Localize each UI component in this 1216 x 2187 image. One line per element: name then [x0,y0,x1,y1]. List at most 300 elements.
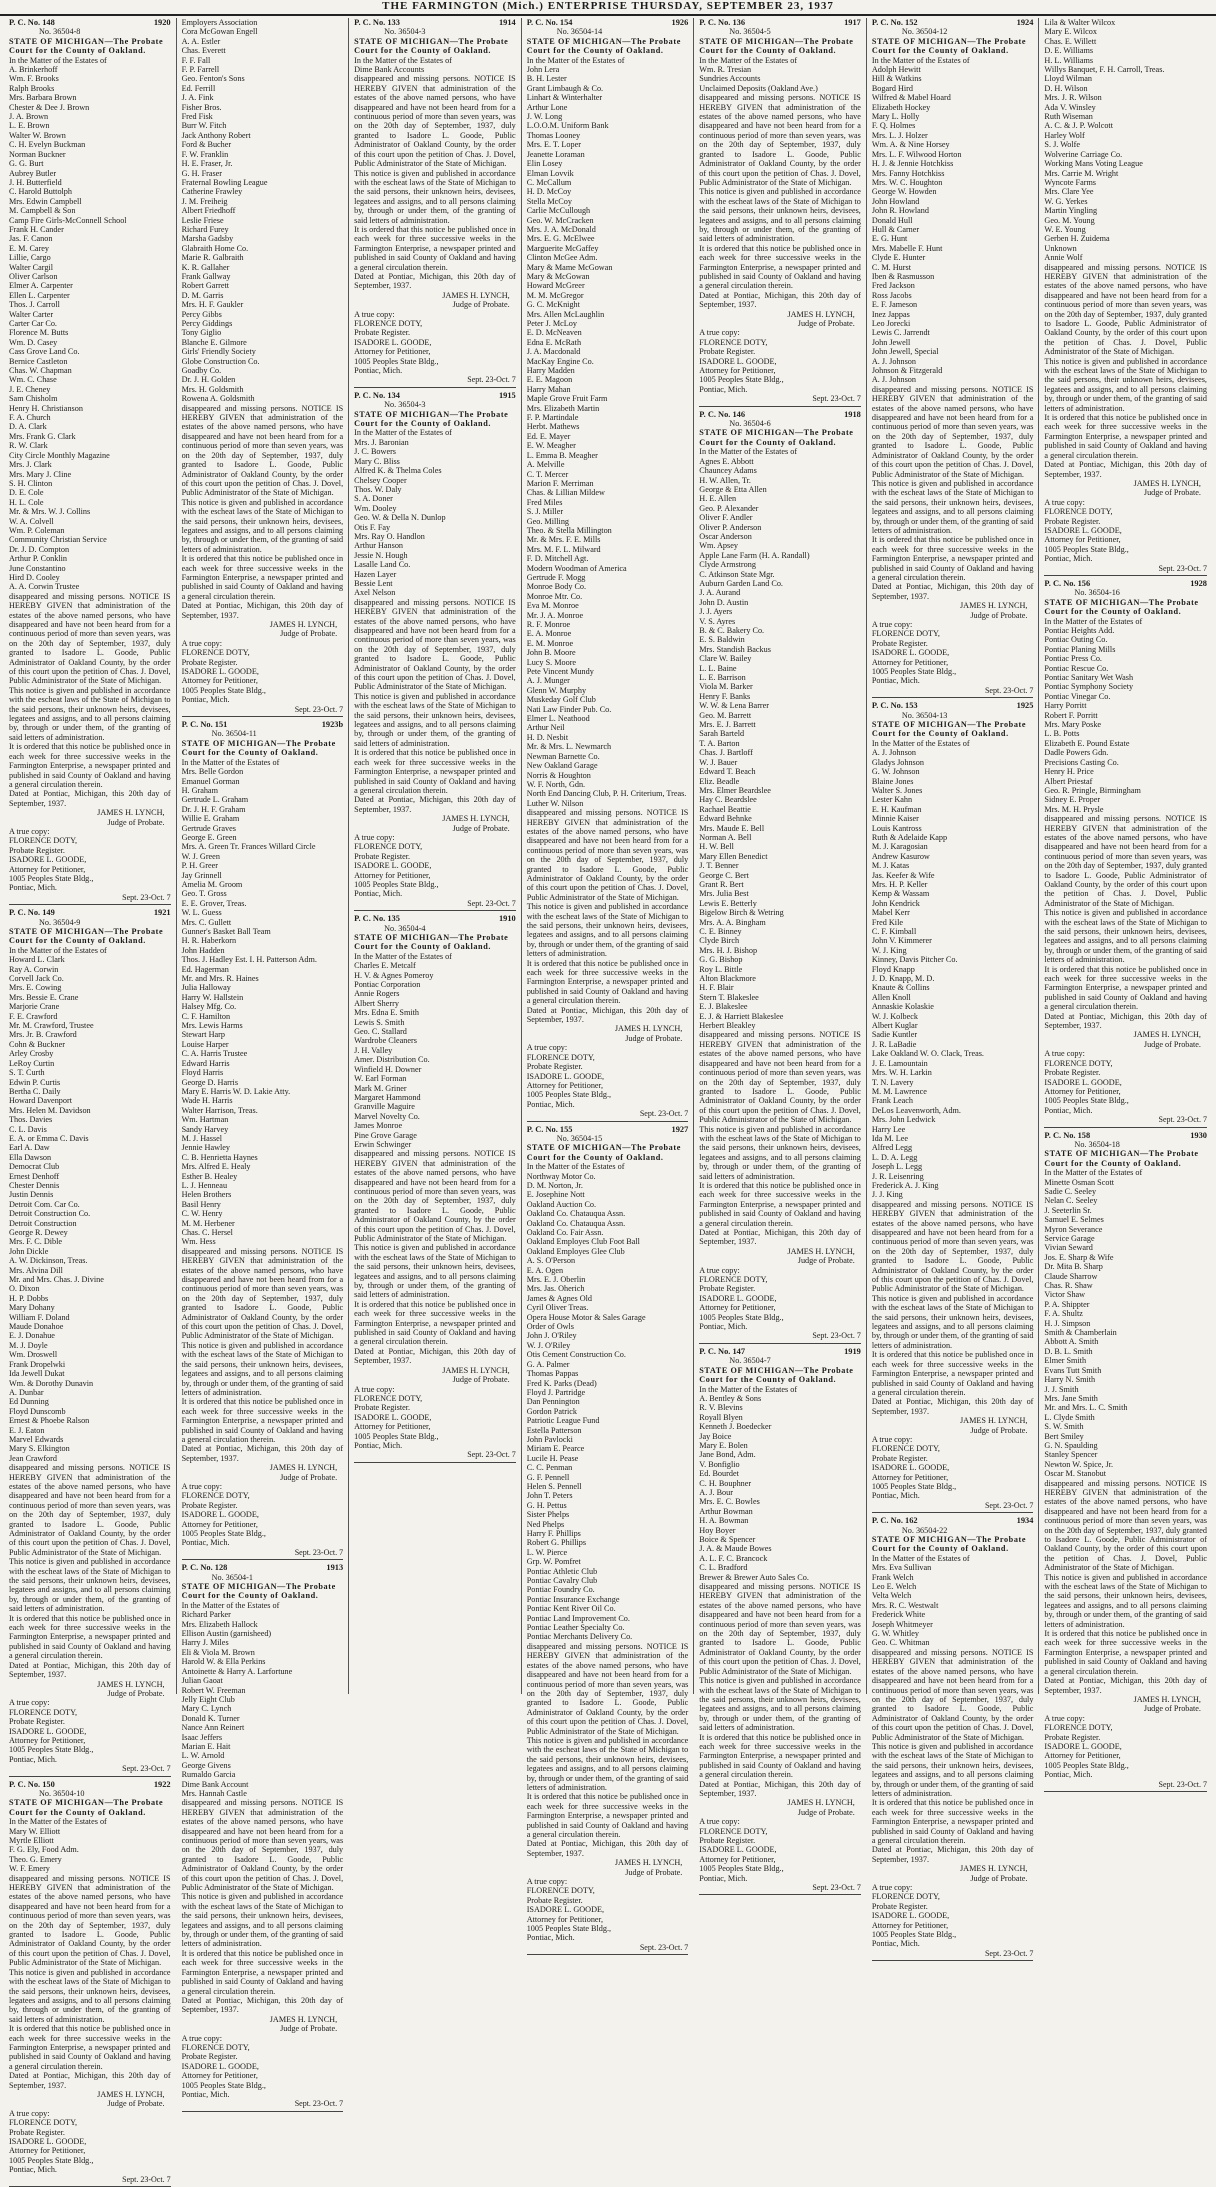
estate-name: W. F. Emery [9,1864,50,1874]
estate-name: A. J. Johnson [871,748,916,758]
estate-name: John T. Peters [526,1491,573,1501]
estate-name: Community Christian Service [9,535,107,545]
estate-name: Amelia M. Groom [181,879,243,889]
estate-name: Helen S. Pennell [526,1481,582,1491]
attorney-title: Attorney for Petitioner, [699,1303,776,1313]
estate-name: Monroe Mtr. Co. [526,591,583,601]
estate-name: S. J. Wolfe [1044,140,1081,150]
notice-body: disappeared and missing persons. NOTICE IS HEREBY GIVEN that administration of the estates of the above named persons, who have disappeared and have not been heard from for a continuous period of more than seven years, was on the 20th day of September, 1937, duly granted to Isadore L. Goode, Public Administrator of Oakland County, by the order of this court upon the petition of Chas. J. Dovel, Public Administrator of the State of Michigan. [9,591,171,686]
estate-name: Mrs. Barbara Brown [9,93,77,103]
estate-name: Mrs. Elmer Beardslee [699,785,771,795]
attorney-title: Attorney for Petitioner, [699,366,776,376]
copy-line: A true copy: [871,1434,913,1444]
judge-title: Judge of Probate. [452,1375,510,1385]
attorney-name: ISADORE L. GOODE, [354,1412,432,1422]
estate-name: Mark M. Griner [354,1083,407,1093]
register-name: FLORENCE DOTY, [354,1393,423,1403]
estate-name: V. S. Ayres [699,616,736,626]
notice-header [182,1563,344,1572]
estate-name: F. E. Crawford [9,1011,58,1021]
estate-name: A. Bentley & Sons [699,1393,762,1403]
estate-name: Ned Phelps [526,1519,565,1529]
estate-name: L. B. Potts [1044,729,1080,739]
attorney-address: 1005 Peoples State Bldg., [9,873,94,883]
estate-name: Clyde Armstrong [699,560,756,570]
attorney-name: ISADORE L. GOODE, [871,1911,950,1921]
estate-name: Arthur Lone [526,102,568,112]
notice-id: 1924 [1016,18,1034,27]
estate-name: Mrs. Mary Poske [1044,720,1102,730]
estate-name: Harry Porritt [1044,701,1087,711]
estate-name: Walter W. Brown [9,130,66,140]
estate-name: W. G. Yerkes [1044,196,1088,206]
estate-name: Jelly Eight Club [181,1694,235,1704]
estate-name: Eva M. Monroe [526,601,579,611]
attorney-city: Pontiac, Mich. [354,889,403,899]
estate-name: Cohn & Buckner [9,1039,65,1049]
estate-name: H. D. McCoy [526,187,572,197]
notice-pc-number: P. C. No. 153 [871,701,918,711]
notice-id: 1913 [326,1563,344,1573]
notice-id: 1930 [1190,1130,1207,1140]
estate-name: Precisions Casting Co. [1044,757,1119,767]
estate-name: Inez Jappas [871,309,910,319]
attorney-name: ISADORE L. GOODE, [181,1510,259,1520]
estate-name: Julia Halloway [181,983,231,993]
estate-name: In the Matter of the Estates of [9,55,107,65]
estate-name: Mrs. Elizabeth Martin [526,403,600,413]
estate-name: Antoinette & Harry A. Larfortune [181,1666,293,1676]
estate-name: Allen Knoll [871,992,911,1002]
estate-name: Clare W. Bailey [699,654,752,664]
notice-divider [1044,575,1207,576]
notice-pc-number: P. C. No. 151 [181,720,228,730]
estate-name: Mrs. Julia Best [699,889,749,899]
attorney-city: Pontiac, Mich. [1044,1770,1093,1780]
estate-name: Lake Oakland W. O. Clack, Treas. [871,1049,984,1059]
register-name: FLORENCE DOTY, [9,1707,78,1717]
estate-name: New Oakland Garage [526,761,598,771]
estate-name: C. L. Bradford [699,1563,748,1573]
estate-name: Camp Fire Girls-McConnell School [9,215,127,225]
judge-title: Judge of Probate. [1143,1039,1201,1049]
estate-name: Pontiac Insurance Exchange [526,1594,620,1604]
notice-case-number: No. 36504-1 [211,1572,253,1582]
estate-name: Order of Owls [526,1322,574,1332]
estate-name: Frank Leach [871,1096,913,1106]
estate-name: J. R. Leisenring [871,1171,924,1181]
estate-name: John Jewell [871,337,911,347]
estate-name: Frederick A. J. King [871,1180,939,1190]
estate-name: G. G. Bishop [699,955,743,965]
judge-name: JAMES H. LYNCH, [614,1858,683,1868]
estate-name: Gerben H. Zuidema [1044,234,1110,244]
estate-name: Albert Kuglar [871,1021,918,1031]
attorney-name: ISADORE L. GOODE, [526,1071,605,1081]
judge-name: JAMES H. LYNCH, [442,814,510,824]
attorney-title: Attorney for Petitioner, [526,1914,604,1924]
estate-name: E. D. McNeaven [526,328,582,338]
estate-name: Marjorie Crane [9,1002,60,1012]
estate-name: Geo. Milling [526,516,570,526]
estate-name: Mr. and Mrs. L. C. Smith [1044,1403,1128,1413]
judge-name: JAMES H. LYNCH, [269,1463,338,1473]
estate-name: Marsha Gadsby [181,234,234,244]
estate-name: Ella Dawson [9,1152,52,1162]
notice-state-line: STATE OF MICHIGAN—The Probate Court for the County of Oakland. [181,1582,336,1601]
estate-name: Walter Harrison, Treas. [181,1105,258,1115]
estate-name: Mary W. Elliott [9,1826,61,1836]
register-title: Probate Register. [699,1836,756,1845]
notice-divider [699,1894,861,1895]
notice-body: disappeared and missing persons. NOTICE IS HEREBY GIVEN that administration of the estates of the above named persons, who have disappeared and have not been heard from for a continuous period of more than seven years, was on the 20th day of September, 1937, duly granted to Isadore L. Goode, Public Administrator of Oakland County, by the order of this court upon the petition of Chas. J. Dovel, Public Administrator of the State of Michigan. [9,1463,171,1557]
page-masthead: THE FARMINGTON (Mich.) ENTERPRISE THURSDAY, SEPTEMBER 23, 1937 [0,0,1216,16]
estate-name: Mary L. Holly [871,112,920,122]
estate-name: Bernice Castleton [9,356,68,366]
estate-name: Albert Friedhoff [181,206,236,216]
estate-name: Harold W. & Ella Perkins [181,1657,266,1667]
estate-name: Geo. T. Gross [181,889,227,899]
estate-name: L. E. Barrison [699,673,746,683]
legal-notice [182,720,344,1560]
register-title: Probate Register. [526,1895,583,1905]
estate-name: Frank Gallway [181,271,231,281]
notice-order: It is ordered that this notice be published once in each week for three successive weeks in the Farmington Enterprise, a newspaper printed and published in said County of Oakland and having a general circulation therein. [1044,413,1207,460]
estate-name: Gertrude F. Mogg [526,572,586,582]
notice-body: disappeared and missing persons. NOTICE IS HEREBY GIVEN that administration of the estates of the above named persons, who have disappeared and have not been heard from for a continuous period of more than seven years, was on the 20th day of September, 1937, duly granted to Isadore L. Goode, Public Administrator of Oakland County, by the order of this court upon the petition of Chas. J. Dovel, Public Administrator of the State of Michigan. [354,1149,516,1243]
attorney-title: Attorney for Petitioner, [9,1735,86,1745]
estate-name: Opera House Motor & Sales Garage [526,1312,646,1322]
notice-state-line: STATE OF MICHIGAN—The Probate Court for the County of Oakland. [699,36,854,56]
attorney-title: Attorney for Petitioner, [9,2146,86,2156]
estate-name: Burr W. Fitch [181,121,227,131]
estate-name: Pontiac Corporation [354,980,421,990]
estate-name: In the Matter of the Estates of [871,1553,970,1563]
estate-name: G. W. Johnson [871,767,920,777]
estate-name: Howard L. Clark [9,955,65,965]
estate-name: H. F. Blair [699,983,734,993]
notice-header [9,18,171,27]
notice-order: It is ordered that this notice be published once in each week for three successive weeks in the Farmington Enterprise, a newspaper printed and published in said County of Oakland and having a general circulation therein. [871,1798,1034,1845]
notice-divider [354,387,516,388]
estate-name: Pontiac Planing Mills [1044,644,1116,654]
judge-title: Judge of Probate. [970,1873,1028,1883]
legal-notice [354,914,516,1463]
estate-name: Gertrude L. Graham [181,795,249,805]
estate-name: Stella McCoy [526,196,572,206]
estate-name: Geo. M. Barrett [699,710,752,720]
estate-name: A. L. F. C. Brancock [699,1553,768,1563]
notice-case-number: No. 36504-4 [384,923,426,933]
estate-name: Mary Ellen Benedict [699,851,768,861]
register-title: Probate Register. [1044,1068,1101,1078]
estate-name: H. A. Bowman [699,1516,749,1526]
estate-name: Ed. Ferrill [181,83,216,93]
notice-dated: Dated at Pontiac, Michigan, this 20th day of September, 1937. [181,601,344,620]
estate-name: Dan Pennington [526,1397,580,1407]
notice-state-line: STATE OF MICHIGAN—The Probate Court for the County of Oakland. [354,409,509,429]
estate-name: Lewis E. Betterly [699,898,757,908]
estate-name: C. H. Evelyn Buckman [9,140,86,150]
estate-name: Auburn Garden Land Co. [699,578,783,588]
estate-name: Robert G. Phillips [526,1538,587,1548]
notice-case-number: No. 36504-5 [729,27,771,37]
notice-pc-number: P. C. No. 128 [181,1563,228,1573]
judge-name: JAMES H. LYNCH, [960,601,1028,611]
register-name: FLORENCE DOTY, [9,836,78,846]
estate-name: Glenn W. Murphy [526,685,587,695]
estate-name: Mrs. W. H. Larkin [871,1068,932,1078]
notice-pc-number: P. C. No. 158 [1044,1130,1091,1140]
estate-name: H. L. Cole [9,497,44,507]
estate-name: Chas. R. Shaw [1044,1281,1093,1291]
estate-name: Harry F. Phillips [526,1529,581,1538]
estate-name: W. W. & Lena Barrer [699,701,770,711]
estate-name: Luther W. Nilson [526,798,584,808]
estate-name: S. H. Clinton [9,478,53,488]
estate-name: F. A. Shultz [1044,1309,1083,1319]
estate-name: Theo. G. Emery [9,1854,62,1864]
estate-name: M. J. Doyle [9,1340,48,1350]
run-dates: Sept. 23-Oct. 7 [294,1547,344,1557]
notice-escheat: This notice is given and published in accordance with the escheat laws of the State of Michigan to the said persons, their unknown heirs, devisees, legatees and assigns, and to all persons claiming by, through or under them, of the granting of said letters of administration. [526,1735,689,1792]
estate-name: Winfield H. Downer [354,1064,422,1074]
estate-name: Jean Crawford [9,1453,57,1463]
copy-line: A true copy: [181,2033,223,2043]
attorney-name: ISADORE L. GOODE, [181,2061,259,2071]
estate-name: In the Matter of the Estates of [871,738,970,748]
estate-name: Arley Crosby [9,1049,54,1059]
notice-case-number: No. 36504-14 [556,27,603,37]
run-dates: Sept. 23-Oct. 7 [467,898,516,908]
estate-name: Floyd Dunscomb [9,1406,66,1416]
run-dates: Sept. 23-Oct. 7 [1158,1115,1207,1125]
register-name: FLORENCE DOTY, [1044,507,1113,517]
notice-divider [872,1512,1034,1513]
notice-dated: Dated at Pontiac, Michigan, this 20th day of September, 1937. [526,1005,689,1025]
attorney-city: Pontiac, Mich. [1044,554,1093,564]
notice-divider [872,1960,1034,1961]
estate-name: Edward T. Beach [699,767,756,777]
estate-name: Richard Parker [181,1610,231,1620]
judge-name: JAMES H. LYNCH, [787,1798,855,1808]
estate-name: Wm. C. Chase [9,375,57,385]
attorney-name: ISADORE L. GOODE, [871,1463,950,1473]
estate-name: Johnson & Fitzgerald [871,366,943,376]
notice-order: It is ordered that this notice be published once in each week for three successive weeks in the Farmington Enterprise, a newspaper printed and published in said County of Oakland and having a general circulation therein. [1044,964,1207,1012]
estate-name: Fred Kile [871,917,903,927]
legal-notice [1044,18,1207,576]
estate-name: Lewis C. Jarrendt [871,328,930,338]
estate-name: Modern Woodman of America [526,563,627,573]
notice-id: 1925 [1016,701,1034,711]
estate-name: F. Q. Holmes [871,121,916,131]
notice-order: It is ordered that this notice be published once in each week for three successive weeks in the Farmington Enterprise, a newspaper printed and published in said County of Oakland and having a general circulation therein. [181,1948,344,1996]
estate-name: Mrs. E. Cowing [9,983,62,993]
judge-title: Judge of Probate. [107,2099,165,2109]
estate-name: Oakland Co. Chatauqua Assn. [526,1218,626,1228]
estate-name: Viola M. Barker [699,682,753,692]
notice-order: It is ordered that this notice be published once in each week for three successive weeks in the Farmington Enterprise, a newspaper printed and published in said County of Oakland and having a general circulation therein. [181,1397,344,1444]
estate-name: Apple Lane Farm (H. A. Randall) [699,550,810,560]
estate-name: Mrs. Belle Gordon [181,767,244,777]
notice-body: disappeared and missing persons. NOTICE IS HEREBY GIVEN that administration of the estates of the above named persons, who have disappeared and have not been heard from for a continuous period of more than seven years, was on the 20th day of September, 1937, duly granted to Isadore L. Goode, Public Administrator of Oakland County, by the order of this court upon the petition of Chas. J. Dovel, Public Administrator of the State of Michigan. [1044,262,1207,357]
estate-name: Myrtle Elliott [9,1836,54,1845]
estate-name: Wm. Apsey [699,541,738,551]
estate-name: George W. Howden [871,187,937,197]
attorney-title: Attorney for Petitioner, [181,2071,258,2081]
attorney-address: 1005 Peoples State Bldg., [181,685,266,695]
estate-name: Working Mans Voting League [1044,159,1143,169]
notice-dated: Dated at Pontiac, Michigan, this 20th day of September, 1937. [699,1228,861,1247]
estate-name: Cora McGowan Engell [181,27,258,37]
estate-name: J. J. King [871,1190,903,1200]
attorney-city: Pontiac, Mich. [871,1491,920,1501]
attorney-city: Pontiac, Mich. [181,1538,230,1548]
estate-name: Andrew Kasurow [871,851,930,861]
judge-name: JAMES H. LYNCH, [269,620,338,629]
estate-name: Ida Jewell Dukat [9,1369,65,1379]
estate-name: Mrs. H. F. Gaukler [181,300,244,310]
estate-name: E. W. Meagher [526,441,576,451]
estate-name: Stern T. Blakeslee [699,992,759,1002]
estate-name: Dadle Powers Gdn. [1044,748,1109,758]
judge-title: Judge of Probate. [107,817,165,827]
estate-name: Wolverine Carriage Co. [1044,149,1123,159]
estate-name: M. Campbell & Son [9,206,76,216]
notice-dated: Dated at Pontiac, Michigan, this 20th day of September, 1937. [871,582,1034,601]
notice-header [527,18,689,27]
estate-name: L. L. Baine [699,663,737,673]
estate-name: J. A. Brown [9,112,49,122]
estate-name: Sarah Barteld [699,729,745,739]
estate-name: George C. Bert [699,870,749,880]
estate-name: H. E. Allen [699,494,737,504]
notice-header [699,18,861,27]
estate-name: Elin Losey [526,159,563,169]
estate-name: Theo. & Stella Millington [526,525,612,535]
estate-name: Joseph Whitmeyer [871,1619,933,1629]
register-name: FLORENCE DOTY, [1044,1058,1113,1068]
estate-name: Fred Jackson [871,281,915,291]
judge-name: JAMES H. LYNCH, [97,2089,165,2099]
attorney-address: 1005 Peoples State Bldg., [354,879,439,889]
estate-name: M. J. Hassel [181,1133,223,1143]
estate-name: MacKay Engine Co. [526,356,594,366]
notice-escheat: This notice is given and published in accordance with the escheat laws of the State of Michigan to the said persons, their unknown heirs, devisees, legatees and assigns, and to all persons claiming by, through or under them, of the granting of said letters of administration. [181,1340,344,1397]
estate-name: Chauncey Adams [699,466,757,476]
notice-escheat: This notice is given and published in accordance with the escheat laws of the State of Michigan to the said persons, their unknown heirs, devisees, legatees and assigns, and to all persons claiming by, through or under them, of the granting of said letters of administration. [871,1741,1034,1798]
estate-name: C. F. Kimball [871,927,917,936]
estate-name: H. V. & Agnes Pomeroy [354,970,434,980]
estate-name: J. C. Bowers [354,447,396,457]
estate-name: Ray A. Corwin [9,964,59,974]
notice-pc-number: P. C. No. 152 [871,18,918,27]
estate-name: Ruth Wiseman [1044,112,1093,122]
estate-name: P. A. Shippter [1044,1299,1090,1309]
estate-name: Hoy Boyer [699,1525,736,1535]
attorney-name: ISADORE L. GOODE, [181,667,259,677]
estate-name: Arthur P. Conklin [9,554,67,564]
estate-name: In the Matter of the Estates of [181,1600,280,1610]
notice-body: disappeared and missing persons. NOTICE IS HEREBY GIVEN that administration of the estates of the above named persons, who have disappeared and have not been heard from for a continuous period of more than seven years, was on the 20th day of September, 1937, duly granted to Isadore L. Goode, Public Administrator of Oakland County, by the order of this court upon the petition of Chas. J. Dovel, Public Administrator of the State of Michigan. [871,384,1034,479]
estate-name: Willys Banquet, F. H. Carroll, Treas. [1044,65,1165,75]
notice-order: It is ordered that this notice be published once in each week for three successive weeks in the Farmington Enterprise, a newspaper printed and published in said County of Oakland and having a general circulation therein. [1044,1629,1207,1676]
notice-divider [9,904,171,905]
estate-name: In the Matter of the Estates of [699,55,798,65]
notice-header [527,1125,689,1134]
estate-name: Wilfred & Mabel Hoard [871,93,951,103]
estate-name: LeRoy Curtin [9,1058,55,1068]
notice-header [699,410,861,419]
notice-order: It is ordered that this notice be published once in each week for three successive weeks in the Farmington Enterprise, a newspaper printed and published in said County of Oakland and having a general circulation therein. [181,554,344,601]
estate-name: Employers Association [181,18,258,27]
estate-name: Chas. & Lillian Mildew [526,488,605,498]
legal-notice [182,18,344,717]
estate-name: Martin Yingling [1044,206,1098,216]
notice-state-line: STATE OF MICHIGAN—The Probate Court for the County of Oakland. [871,720,1027,739]
register-title: Probate Register. [1044,1732,1101,1742]
notice-escheat: This notice is given and published in accordance with the escheat laws of the State of Michigan to the said persons, their unknown heirs, devisees, legatees and assigns, and to all persons claiming by, through or under them, of the granting of said letters of administration. [354,1243,516,1300]
notice-escheat: This notice is given and published in accordance with the escheat laws of the State of Michigan to the said persons, their unknown heirs, devisees, legatees and assigns, and to all persons claiming by, through or under them, of the granting of said letters of administration. [699,1124,861,1181]
notice-column [349,18,522,1694]
estate-name: Mrs. Bessie E. Crane [9,992,79,1002]
estate-name: Jessie N. Hough [354,550,408,560]
attorney-city: Pontiac, Mich. [1044,1105,1093,1115]
notice-id: 1918 [844,409,861,419]
register-name: FLORENCE DOTY, [181,1491,250,1501]
estate-name: Lucy S. Moore [526,657,577,667]
estate-name: Herbert Bleakley [699,1021,756,1031]
estate-name: Ernest Denhoff [9,1171,60,1181]
estate-name: Harley Wolf [1044,130,1085,140]
notice-divider [182,2111,344,2112]
estate-name: Chas. J. Bartloff [699,748,753,758]
estate-name: Pontiac Vinegar Co. [1044,691,1111,701]
legal-notice [9,18,171,905]
judge-title: Judge of Probate. [452,300,510,310]
notice-escheat: This notice is given and published in accordance with the escheat laws of the State of Michigan to the said persons, their unknown heirs, devisees, legatees and assigns, and to all persons claiming by, through or under them, of the granting of said letters of administration. [181,497,344,554]
estate-name: Lewis S. Smith [354,1017,405,1027]
run-dates: Sept. 23-Oct. 7 [639,1109,689,1119]
estate-name: Elmer L. Neathood [526,714,590,724]
estate-name: In the Matter of the Estates of [354,951,452,961]
legal-notice [699,1347,861,1896]
run-dates: Sept. 23-Oct. 7 [812,1331,861,1341]
estate-name: K. R. Gallaher [181,262,230,272]
estate-name: DeLos Leavenworth, Adm. [871,1105,961,1115]
estate-name: Ross Jacobs [871,290,912,300]
estate-name: Esther B. Healey [181,1171,238,1181]
estate-name: Mrs. J. R. Wilson [1044,93,1102,103]
estate-name: J. R. LaBadie [871,1039,917,1049]
attorney-address: 1005 Peoples State Bldg., [526,1924,612,1934]
estate-name: Mrs. E. G. McElwee [526,234,595,244]
judge-title: Judge of Probate. [797,319,855,328]
estate-name: Mrs. L. J. Holzer [871,130,928,140]
register-name: FLORENCE DOTY, [526,1886,595,1896]
run-dates: Sept. 23-Oct. 7 [1158,1779,1207,1789]
notice-dated: Dated at Pontiac, Michigan, this 20th day of September, 1937. [1044,1011,1207,1031]
estate-name: G. N. Spaulding [1044,1440,1098,1450]
estate-name: Fred K. Parks (Dead) [526,1378,597,1388]
estate-name: Ruth & Adelaide Kapp [871,832,948,842]
notice-state-line: STATE OF MICHIGAN—The Probate Court for the County of Oakland. [699,1365,854,1385]
estate-name: T. A. Barton [699,738,740,748]
estate-name: Carlie McCullough [526,206,591,216]
register-title: Probate Register. [699,1284,756,1294]
estate-name: Mr. and Mrs. Chas. J. Divine [9,1275,104,1285]
